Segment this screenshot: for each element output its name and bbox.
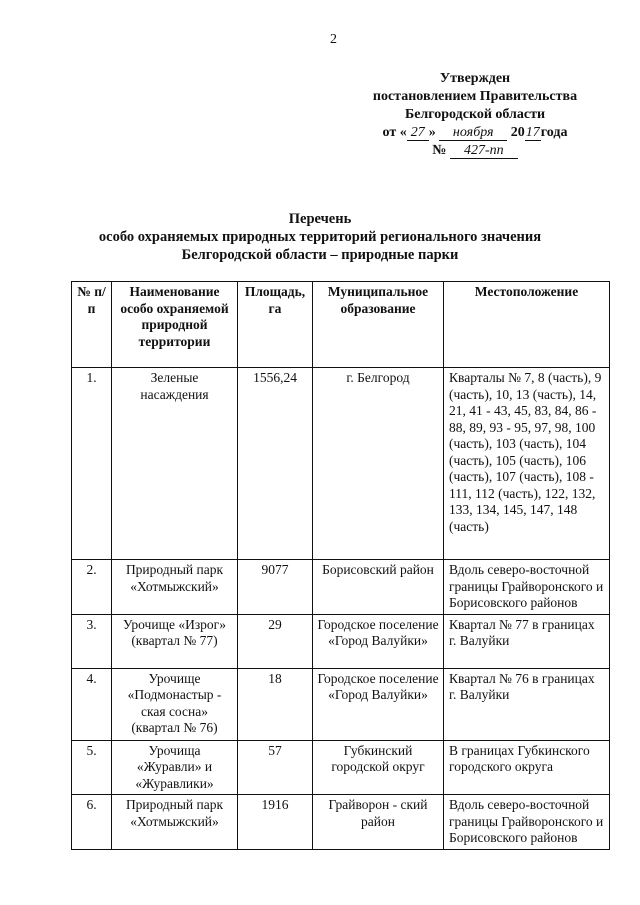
date-year-prefix: 20 (510, 125, 525, 140)
row-number: 1. (72, 368, 112, 560)
approval-line-2: постановлением Правительства (372, 89, 578, 104)
row-name: Зеленые насаждения (112, 368, 238, 560)
row-number: 2. (72, 560, 112, 615)
header-area: Площадь, га (238, 282, 313, 368)
header-number: № п/п (72, 282, 112, 368)
header-name: Наименование особо охраняемой природной территории (112, 282, 238, 368)
row-municipality: Городское поселение «Город Валуйки» (313, 614, 444, 668)
row-name: Урочище «Изрог» (квартал № 77) (112, 614, 238, 668)
row-name: Природный парк «Хотмыжский» (112, 795, 238, 850)
row-area: 57 (238, 740, 313, 795)
approval-date (340, 124, 610, 142)
row-municipality: г. Белгород (313, 368, 444, 560)
row-name: Урочище «Подмонастыр - ская сосна» (квартал № 76) (112, 668, 238, 740)
table-row (72, 740, 610, 795)
document-title (60, 210, 580, 264)
header-municipality: Муниципальное образование (313, 282, 444, 368)
row-location: В границах Губкинского городского округа (444, 740, 610, 795)
resolution-number: 427-пп (450, 144, 518, 159)
date-suffix: года (540, 125, 568, 140)
date-day: 27 (407, 126, 429, 141)
row-name: Урочища «Журавли» и «Журавлики» (112, 740, 238, 795)
row-area: 1916 (238, 795, 313, 850)
row-area: 9077 (238, 560, 313, 615)
table-row (72, 795, 610, 850)
table-row (72, 560, 610, 615)
page-number: 2 (330, 32, 337, 47)
row-number: 3. (72, 614, 112, 668)
row-area: 18 (238, 668, 313, 740)
approval-stamp (340, 70, 610, 160)
header-location: Местоположение (444, 282, 610, 368)
row-area: 29 (238, 614, 313, 668)
row-location: Вдоль северо-восточной границы Грайворонского и Борисовского районов (444, 560, 610, 615)
row-municipality: Борисовский район (313, 560, 444, 615)
date-prefix: от « (382, 125, 407, 140)
row-location: Вдоль северо-восточной границы Грайворонского и Борисовского районов (444, 795, 610, 850)
title-line-1: Перечень (288, 211, 352, 227)
number-prefix: № (432, 143, 447, 158)
row-number: 6. (72, 795, 112, 850)
date-month: ноября (439, 126, 507, 141)
approval-number (340, 142, 610, 160)
row-number: 4. (72, 668, 112, 740)
approval-line-3: Белгородской области (404, 107, 546, 122)
table-header-row (72, 282, 610, 368)
protected-areas-table (71, 281, 610, 850)
row-location: Квартал № 76 в границах г. Валуйки (444, 668, 610, 740)
row-area: 1556,24 (238, 368, 313, 560)
approval-line-1: Утвержден (439, 71, 511, 86)
date-mid: » (428, 125, 436, 140)
table-row (72, 614, 610, 668)
table-row (72, 668, 610, 740)
row-municipality: Городское поселение «Город Валуйки» (313, 668, 444, 740)
row-number: 5. (72, 740, 112, 795)
row-name: Природный парк «Хотмыжский» (112, 560, 238, 615)
row-location: Квартал № 77 в границах г. Валуйки (444, 614, 610, 668)
table-row (72, 368, 610, 560)
row-municipality: Грайворон - ский район (313, 795, 444, 850)
row-municipality: Губкинский городской округ (313, 740, 444, 795)
title-line-3: Белгородской области – природные парки (181, 247, 459, 263)
title-line-2: особо охраняемых природных территорий регионального значения (98, 229, 542, 245)
date-year: 17 (525, 125, 540, 140)
row-location: Кварталы № 7, 8 (часть), 9 (часть), 10, 13 (часть), 14, 21, 41 - 43, 45, 83, 84, 86 - 88, 89, 93 - 95, 97, 98, 100 (часть), 103 (часть), 104 (часть), 105 (часть), 106 (часть), 107 (часть), 108 - 111, 112 (часть), 122, 132, 133, 134, 145, 147, 148 (часть) (444, 368, 610, 560)
